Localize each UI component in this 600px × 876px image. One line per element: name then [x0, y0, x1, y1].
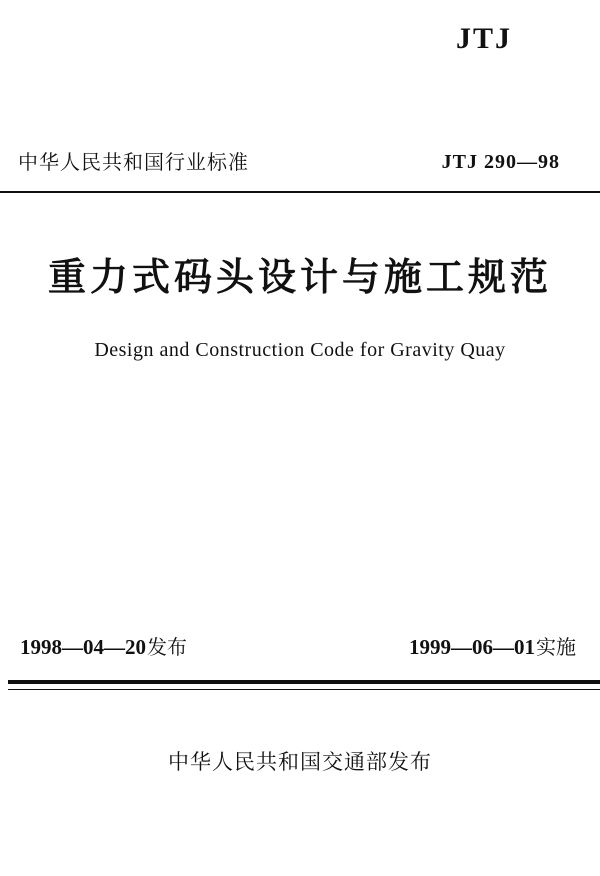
publisher: 中华人民共和国交通部发布: [168, 750, 432, 774]
standard-category-code: JTJ: [455, 22, 512, 55]
effective-date: 1999—06—01: [409, 635, 535, 659]
effective-label: 实施: [536, 635, 576, 659]
bottom-divider-thick: [8, 680, 600, 684]
effective-date-block: [409, 637, 576, 658]
top-divider: [0, 191, 600, 193]
standard-number: JTJ 290—98: [441, 151, 560, 173]
bottom-divider-thin: [8, 689, 600, 690]
document-title-chinese: 重力式码头设计与施工规范: [47, 255, 552, 299]
dates-row: [20, 630, 576, 658]
issue-date-block: [20, 637, 187, 658]
issue-date: 1998—04—20: [20, 635, 146, 659]
issue-label: 发布: [147, 635, 187, 659]
header-row: [18, 142, 560, 172]
document-title-english: Design and Construction Code for Gravity Quay: [94, 339, 506, 361]
industry-standard-label: 中华人民共和国行业标准: [18, 150, 249, 174]
